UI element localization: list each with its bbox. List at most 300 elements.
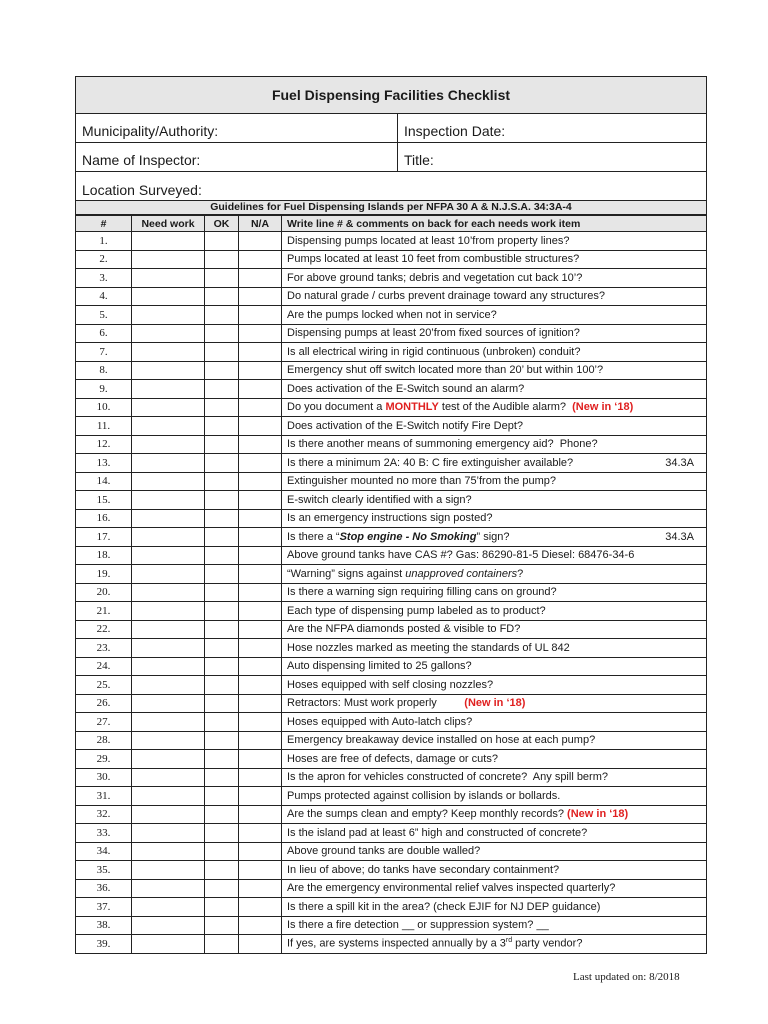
need-work-cell[interactable] — [132, 898, 205, 917]
na-cell[interactable] — [239, 731, 282, 750]
na-cell[interactable] — [239, 528, 282, 547]
question-text: unapproved containers — [405, 567, 518, 580]
question-text: Is there a spill kit in the area? (check EJIF for NJ DEP guidance) — [287, 900, 601, 913]
table-row — [76, 269, 707, 288]
na-cell[interactable] — [239, 583, 282, 602]
need-work-cell[interactable] — [132, 713, 205, 732]
row-question — [282, 250, 707, 269]
row-number: 16. — [76, 509, 132, 528]
ok-cell[interactable] — [205, 528, 239, 547]
table-row — [76, 398, 707, 417]
na-cell[interactable] — [239, 435, 282, 454]
table-row — [76, 565, 707, 584]
row-question — [282, 546, 707, 565]
table-row — [76, 435, 707, 454]
info-row-2 — [75, 143, 707, 172]
question-text: Auto dispensing limited to 25 gallons? — [287, 660, 472, 673]
na-cell[interactable] — [239, 824, 282, 843]
row-question — [282, 787, 707, 806]
ok-cell[interactable] — [205, 879, 239, 898]
row-number: 26. — [76, 694, 132, 713]
question-text: Are the sumps clean and empty? Keep monthly records? — [287, 808, 568, 821]
row-number: 22. — [76, 620, 132, 639]
question-text: Is there a minimum 2A: 40 B: C fire extinguisher available? — [287, 456, 574, 469]
table-row — [76, 620, 707, 639]
need-work-cell[interactable] — [132, 935, 205, 954]
na-cell[interactable] — [239, 750, 282, 769]
guidelines-banner: Guidelines for Fuel Dispensing Islands per NFPA 30 A & N.J.S.A. 34:3A-4 — [75, 200, 707, 215]
question-text: Hoses are free of defects, damage or cuts? — [287, 752, 498, 765]
row-question — [282, 768, 707, 787]
need-work-cell[interactable] — [132, 269, 205, 288]
municipality-field[interactable]: Municipality/Authority: — [76, 114, 398, 142]
ok-cell[interactable] — [205, 750, 239, 769]
need-work-cell[interactable] — [132, 602, 205, 621]
table-row — [76, 805, 707, 824]
row-number: 27. — [76, 713, 132, 732]
question-text: Are the pumps locked when not in service? — [287, 308, 497, 321]
row-number: 13. — [76, 454, 132, 473]
table-row — [76, 343, 707, 362]
question-text: Above ground tanks are double walled? — [287, 845, 481, 858]
row-number: 19. — [76, 565, 132, 584]
question-text: Hoses equipped with Auto-latch clips? — [287, 715, 473, 728]
row-question — [282, 898, 707, 917]
table-row — [76, 509, 707, 528]
question-text: Emergency breakaway device installed on hose at each pump? — [287, 734, 596, 747]
question-text: Is an emergency instructions sign posted? — [287, 512, 493, 525]
table-row — [76, 935, 707, 954]
row-number: 23. — [76, 639, 132, 658]
row-question — [282, 935, 707, 954]
na-cell[interactable] — [239, 602, 282, 621]
ok-cell[interactable] — [205, 842, 239, 861]
question-text: test of the Audible alarm? — [438, 401, 573, 414]
inspection-date-field[interactable]: Inspection Date: — [404, 123, 506, 139]
ok-cell[interactable] — [205, 398, 239, 417]
row-number: 38. — [76, 916, 132, 935]
ok-cell[interactable] — [205, 787, 239, 806]
row-number: 10. — [76, 398, 132, 417]
question-text: Is there a warning sign requiring filling cans on ground? — [287, 586, 557, 599]
need-work-cell[interactable] — [132, 380, 205, 399]
na-cell[interactable] — [239, 861, 282, 880]
ok-cell[interactable] — [205, 824, 239, 843]
ok-cell[interactable] — [205, 676, 239, 695]
need-work-cell[interactable] — [132, 916, 205, 935]
row-number: 29. — [76, 750, 132, 769]
row-question — [282, 343, 707, 362]
row-number: 25. — [76, 676, 132, 695]
table-row — [76, 824, 707, 843]
ok-cell[interactable] — [205, 491, 239, 510]
ok-cell[interactable] — [205, 805, 239, 824]
row-question — [282, 842, 707, 861]
row-question — [282, 879, 707, 898]
ok-cell[interactable] — [205, 287, 239, 306]
need-work-cell[interactable] — [132, 787, 205, 806]
row-question — [282, 287, 707, 306]
row-question — [282, 916, 707, 935]
row-question — [282, 750, 707, 769]
ok-cell[interactable] — [205, 546, 239, 565]
ok-cell[interactable] — [205, 472, 239, 491]
row-number: 3. — [76, 269, 132, 288]
question-text: rd — [505, 937, 513, 945]
na-cell[interactable] — [239, 916, 282, 935]
row-question — [282, 620, 707, 639]
row-question — [282, 583, 707, 602]
question-text: MONTHLY — [385, 401, 439, 414]
checklist-sheet — [75, 76, 707, 954]
na-cell[interactable] — [239, 768, 282, 787]
na-cell[interactable] — [239, 546, 282, 565]
table-row — [76, 916, 707, 935]
ok-cell[interactable] — [205, 639, 239, 658]
row-question — [282, 398, 707, 417]
question-text: Does activation of the E-Switch notify Fire Dept? — [287, 419, 523, 432]
question-text: Each type of dispensing pump labeled as to product? — [287, 604, 546, 617]
row-question — [282, 472, 707, 491]
question-text: Hoses equipped with self closing nozzles? — [287, 678, 494, 691]
na-cell[interactable] — [239, 343, 282, 362]
need-work-cell[interactable] — [132, 491, 205, 510]
table-row — [76, 324, 707, 343]
need-work-cell[interactable] — [132, 768, 205, 787]
ok-cell[interactable] — [205, 768, 239, 787]
ok-cell[interactable] — [205, 731, 239, 750]
row-question — [282, 805, 707, 824]
question-text: In lieu of above; do tanks have secondary containment? — [287, 863, 560, 876]
table-row — [76, 898, 707, 917]
need-work-cell[interactable] — [132, 417, 205, 436]
question-text: Is the island pad at least 6” high and constructed of concrete? — [287, 826, 588, 839]
ok-cell[interactable] — [205, 250, 239, 269]
row-number: 33. — [76, 824, 132, 843]
last-updated: Last updated on: 8/2018 — [573, 971, 680, 983]
inspector-title-field[interactable]: Title: — [404, 152, 434, 168]
table-header-row — [76, 216, 707, 232]
ok-cell[interactable] — [205, 620, 239, 639]
table-row — [76, 713, 707, 732]
need-work-cell[interactable] — [132, 805, 205, 824]
need-work-cell[interactable] — [132, 657, 205, 676]
table-row — [76, 472, 707, 491]
na-cell[interactable] — [239, 935, 282, 954]
row-question — [282, 232, 707, 251]
question-text: ” sign? — [476, 530, 510, 543]
question-text: Pumps protected against collision by islands or bollards. — [287, 789, 561, 802]
table-row — [76, 454, 707, 473]
row-number: 15. — [76, 491, 132, 510]
ok-cell[interactable] — [205, 916, 239, 935]
table-row — [76, 750, 707, 769]
need-work-cell[interactable] — [132, 620, 205, 639]
need-work-cell[interactable] — [132, 232, 205, 251]
row-question — [282, 417, 707, 436]
row-number: 24. — [76, 657, 132, 676]
na-cell[interactable] — [239, 269, 282, 288]
question-text: Do natural grade / curbs prevent drainage toward any structures? — [287, 290, 605, 303]
ok-cell[interactable] — [205, 509, 239, 528]
inspector-name-field[interactable]: Name of Inspector: — [76, 143, 398, 171]
question-text: Hose nozzles marked as meeting the standards of UL 842 — [287, 641, 570, 654]
table-row — [76, 694, 707, 713]
table-row — [76, 731, 707, 750]
row-question — [282, 380, 707, 399]
row-number: 18. — [76, 546, 132, 565]
code-reference: 34.3A — [665, 530, 694, 543]
row-number: 6. — [76, 324, 132, 343]
need-work-cell[interactable] — [132, 694, 205, 713]
ok-cell[interactable] — [205, 417, 239, 436]
row-number: 9. — [76, 380, 132, 399]
row-question — [282, 306, 707, 325]
table-row — [76, 250, 707, 269]
row-question — [282, 657, 707, 676]
na-cell[interactable] — [239, 417, 282, 436]
need-work-cell[interactable] — [132, 454, 205, 473]
row-question — [282, 565, 707, 584]
row-question — [282, 435, 707, 454]
code-reference: 34.3A — [665, 456, 694, 469]
need-work-cell[interactable] — [132, 750, 205, 769]
row-number: 5. — [76, 306, 132, 325]
checklist-table — [75, 215, 707, 954]
location-field[interactable]: Location Surveyed: — [75, 172, 707, 200]
na-cell[interactable] — [239, 398, 282, 417]
ok-cell[interactable] — [205, 565, 239, 584]
row-number: 12. — [76, 435, 132, 454]
na-cell[interactable] — [239, 787, 282, 806]
na-cell[interactable] — [239, 361, 282, 380]
table-row — [76, 657, 707, 676]
header-need-work: Need work — [132, 216, 205, 232]
table-row — [76, 546, 707, 565]
na-cell[interactable] — [239, 657, 282, 676]
need-work-cell[interactable] — [132, 287, 205, 306]
row-question — [282, 324, 707, 343]
question-text: Above ground tanks have CAS #? Gas: 86290-81-5 Diesel: 68476-34-6 — [287, 549, 635, 562]
table-row — [76, 306, 707, 325]
need-work-cell[interactable] — [132, 731, 205, 750]
header-na: N/A — [239, 216, 282, 232]
ok-cell[interactable] — [205, 694, 239, 713]
header-comments: Write line # & comments on back for each needs work item — [282, 216, 707, 232]
row-question — [282, 269, 707, 288]
ok-cell[interactable] — [205, 269, 239, 288]
na-cell[interactable] — [239, 250, 282, 269]
row-number: 28. — [76, 731, 132, 750]
question-text: Is there a fire detection __ or suppression system? __ — [287, 919, 549, 932]
na-cell[interactable] — [239, 805, 282, 824]
ok-cell[interactable] — [205, 935, 239, 954]
table-row — [76, 787, 707, 806]
need-work-cell[interactable] — [132, 509, 205, 528]
need-work-cell[interactable] — [132, 361, 205, 380]
question-text: “Warning” signs against — [287, 567, 406, 580]
question-text: Do you document a — [287, 401, 386, 414]
question-text: Dispensing pumps at least 20’from fixed sources of ignition? — [287, 327, 580, 340]
header-ok: OK — [205, 216, 239, 232]
ok-cell[interactable] — [205, 713, 239, 732]
na-cell[interactable] — [239, 639, 282, 658]
na-cell[interactable] — [239, 879, 282, 898]
question-text: Does activation of the E-Switch sound an alarm? — [287, 382, 525, 395]
row-question — [282, 491, 707, 510]
ok-cell[interactable] — [205, 898, 239, 917]
table-row — [76, 842, 707, 861]
row-number: 17. — [76, 528, 132, 547]
question-text: Is there a “ — [287, 530, 340, 543]
question-text: Are the NFPA diamonds posted & visible to FD? — [287, 623, 521, 636]
table-row — [76, 879, 707, 898]
na-cell[interactable] — [239, 454, 282, 473]
need-work-cell[interactable] — [132, 528, 205, 547]
table-row — [76, 676, 707, 695]
row-question — [282, 824, 707, 843]
info-row-1 — [75, 114, 707, 143]
page-title: Fuel Dispensing Facilities Checklist — [75, 76, 707, 114]
row-number: 14. — [76, 472, 132, 491]
na-cell[interactable] — [239, 232, 282, 251]
ok-cell[interactable] — [205, 435, 239, 454]
need-work-cell[interactable] — [132, 879, 205, 898]
row-number: 20. — [76, 583, 132, 602]
table-row — [76, 232, 707, 251]
row-question — [282, 713, 707, 732]
row-number: 1. — [76, 232, 132, 251]
row-number: 36. — [76, 879, 132, 898]
row-question — [282, 509, 707, 528]
na-cell[interactable] — [239, 898, 282, 917]
row-question — [282, 528, 707, 547]
question-text: For above ground tanks; debris and vegetation cut back 10’? — [287, 271, 583, 284]
ok-cell[interactable] — [205, 232, 239, 251]
ok-cell[interactable] — [205, 657, 239, 676]
need-work-cell[interactable] — [132, 250, 205, 269]
table-row — [76, 639, 707, 658]
question-text: If yes, are systems inspected annually by a 3 — [287, 938, 506, 951]
row-question — [282, 602, 707, 621]
table-row — [76, 602, 707, 621]
na-cell[interactable] — [239, 306, 282, 325]
row-number: 34. — [76, 842, 132, 861]
row-question — [282, 454, 707, 473]
question-text: (New in ‘18) — [567, 808, 629, 821]
ok-cell[interactable] — [205, 380, 239, 399]
row-number: 31. — [76, 787, 132, 806]
question-text: Is there another means of summoning emergency aid? Phone? — [287, 438, 598, 451]
question-text: Pumps located at least 10 feet from combustible structures? — [287, 253, 580, 266]
row-number: 21. — [76, 602, 132, 621]
row-question — [282, 731, 707, 750]
na-cell[interactable] — [239, 620, 282, 639]
row-question — [282, 639, 707, 658]
question-text: Retractors: Must work properly — [287, 697, 465, 710]
question-text: Are the emergency environmental relief valves inspected quarterly? — [287, 882, 616, 895]
ok-cell[interactable] — [205, 324, 239, 343]
question-text: Stop engine - No Smoking — [339, 530, 477, 543]
table-row — [76, 861, 707, 880]
row-number: 32. — [76, 805, 132, 824]
table-row — [76, 287, 707, 306]
need-work-cell[interactable] — [132, 324, 205, 343]
table-row — [76, 417, 707, 436]
na-cell[interactable] — [239, 509, 282, 528]
na-cell[interactable] — [239, 491, 282, 510]
table-row — [76, 491, 707, 510]
need-work-cell[interactable] — [132, 639, 205, 658]
need-work-cell[interactable] — [132, 306, 205, 325]
table-row — [76, 528, 707, 547]
na-cell[interactable] — [239, 472, 282, 491]
need-work-cell[interactable] — [132, 676, 205, 695]
row-question — [282, 676, 707, 695]
table-row — [76, 361, 707, 380]
need-work-cell[interactable] — [132, 546, 205, 565]
row-number: 8. — [76, 361, 132, 380]
table-row — [76, 380, 707, 399]
na-cell[interactable] — [239, 713, 282, 732]
ok-cell[interactable] — [205, 343, 239, 362]
na-cell[interactable] — [239, 565, 282, 584]
ok-cell[interactable] — [205, 583, 239, 602]
na-cell[interactable] — [239, 694, 282, 713]
checklist-rows — [76, 232, 707, 954]
row-number: 35. — [76, 861, 132, 880]
question-text: (New in ‘18) — [572, 401, 634, 414]
row-number: 4. — [76, 287, 132, 306]
need-work-cell[interactable] — [132, 435, 205, 454]
row-number: 2. — [76, 250, 132, 269]
need-work-cell[interactable] — [132, 861, 205, 880]
question-text: E-switch clearly identified with a sign? — [287, 493, 472, 506]
table-row — [76, 583, 707, 602]
need-work-cell[interactable] — [132, 472, 205, 491]
na-cell[interactable] — [239, 380, 282, 399]
row-number: 11. — [76, 417, 132, 436]
need-work-cell[interactable] — [132, 824, 205, 843]
question-text: Emergency shut off switch located more than 20’ but within 100’? — [287, 364, 604, 377]
row-question — [282, 361, 707, 380]
ok-cell[interactable] — [205, 602, 239, 621]
na-cell[interactable] — [239, 676, 282, 695]
question-text: party vendor? — [512, 938, 583, 951]
ok-cell[interactable] — [205, 306, 239, 325]
need-work-cell[interactable] — [132, 398, 205, 417]
need-work-cell[interactable] — [132, 583, 205, 602]
ok-cell[interactable] — [205, 454, 239, 473]
need-work-cell[interactable] — [132, 565, 205, 584]
need-work-cell[interactable] — [132, 842, 205, 861]
row-question — [282, 694, 707, 713]
ok-cell[interactable] — [205, 361, 239, 380]
table-row — [76, 768, 707, 787]
na-cell[interactable] — [239, 842, 282, 861]
need-work-cell[interactable] — [132, 343, 205, 362]
question-text: Extinguisher mounted no more than 75’from the pump? — [287, 475, 557, 488]
ok-cell[interactable] — [205, 861, 239, 880]
na-cell[interactable] — [239, 287, 282, 306]
row-number: 30. — [76, 768, 132, 787]
row-question — [282, 861, 707, 880]
na-cell[interactable] — [239, 324, 282, 343]
row-number: 7. — [76, 343, 132, 362]
question-text: Is the apron for vehicles constructed of concrete? Any spill berm? — [287, 771, 608, 784]
row-number: 39. — [76, 935, 132, 954]
row-number: 37. — [76, 898, 132, 917]
